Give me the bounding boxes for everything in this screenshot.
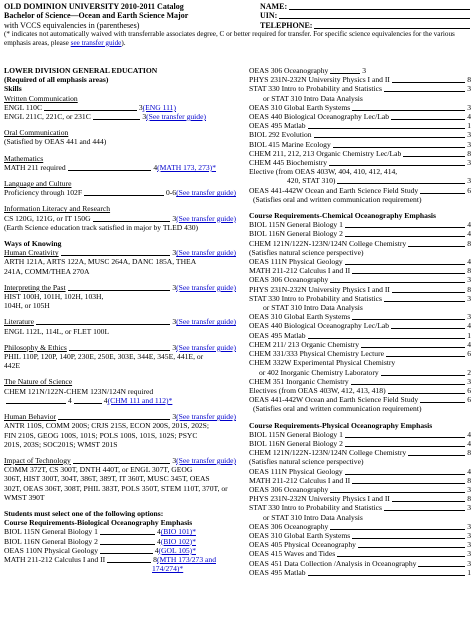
vccs-link[interactable]: (MATH 173, 273)* bbox=[157, 162, 216, 172]
course-list: 201S, 203S; SOC201S; WMST 201S bbox=[4, 439, 118, 449]
course-row: STAT 330 Intro to Probability and Statistics 3 bbox=[249, 503, 471, 513]
course-row: MATH 211 required 4 (MATH 173, 273)* bbox=[4, 162, 216, 172]
course-row: OEAS 306 Oceanography 3 bbox=[249, 484, 471, 494]
vccs-link[interactable]: (CHM 111 and 112)* bbox=[107, 395, 173, 405]
course-row: BIOL 116N General Biology 2 4 (BIO 102)* bbox=[4, 536, 196, 546]
course-row: ENGL 110C 3 (ENG 111) bbox=[4, 102, 176, 112]
course-row: OEAS 495 Matlab 1 bbox=[249, 567, 471, 577]
course-row: BIOL 115N General Biology 1 4 bbox=[249, 220, 471, 230]
course-row: CHEM 211, 212, 213 Organic Chemistry Lec/Lab 8 bbox=[249, 148, 471, 158]
course-row: 4 4 (CHM 111 and 112)* bbox=[4, 396, 236, 405]
phys-emphasis-title: Course Requirements-Physical Oceanography Emphasis bbox=[249, 420, 433, 430]
course-row: OEAS 441-442W Ocean and Earth Science Field Study 6 bbox=[249, 185, 471, 195]
course-row: OEAS 111N Physical Geology 4 bbox=[249, 466, 471, 476]
language-heading: Language and Culture bbox=[4, 179, 72, 189]
vccs-link[interactable]: (BIO 102)* bbox=[160, 536, 196, 546]
course-row: PHYS 231N-232N University Physics I and II 8 bbox=[249, 284, 471, 294]
transfer-guide-link[interactable]: (See transfer guide) bbox=[176, 342, 236, 352]
vccs-note: with VCCS equivalencies in (parentheses) bbox=[4, 20, 140, 30]
course-row: BIOL 116N General Biology 2 4 bbox=[249, 438, 471, 448]
course-note: (Satisfies oral and written communication requirement) bbox=[253, 404, 422, 414]
header-note: (* indicates not automatically waived with transferrable associates degree, C or better required for transfer. For specific science equivalencies for the various emphasis areas, please see transfer guide). bbox=[4, 29, 455, 47]
course-row: MATH 211-212 Calculus I and II 8 (MTH 173/273 and bbox=[4, 554, 216, 564]
transfer-guide-link[interactable]: (See transfer guide) bbox=[146, 112, 206, 122]
vccs-link[interactable]: (MTH 173/273 and bbox=[156, 554, 216, 564]
course-row: Human Behavior 3 (See transfer guide) bbox=[4, 412, 236, 422]
course-row: STAT 330 Intro to Probability and Statistics 3 bbox=[249, 293, 471, 303]
course-row: MATH 211-212 Calculus I and II 8 bbox=[249, 475, 471, 485]
uin-label: UIN: bbox=[260, 11, 278, 21]
uin-field[interactable] bbox=[279, 11, 470, 19]
transfer-guide-link[interactable]: (See transfer guide) bbox=[176, 282, 236, 292]
name-label: NAME: bbox=[260, 2, 288, 11]
course-row: BIOL 116N General Biology 2 4 bbox=[249, 229, 471, 239]
section-title: LOWER DIVISION GENERAL EDUCATION bbox=[4, 66, 158, 75]
course-row: ENGL 211C, 221C, or 231C 3 (See transfer guide) bbox=[4, 112, 206, 122]
course-list: WMST 390T bbox=[4, 492, 45, 502]
course-note: (Satisfies natural science perspective) bbox=[249, 247, 364, 257]
course-row: OEAS 405 Physical Oceanography 3 bbox=[249, 540, 471, 550]
math-heading: Mathematics bbox=[4, 153, 44, 163]
course-list: 104H, or 105H bbox=[4, 301, 50, 311]
name-field[interactable] bbox=[289, 2, 470, 10]
course-row: OEAS 110N Physical Geology 4 (GOL 105)* bbox=[4, 545, 196, 555]
course-list: PHIL 110P, 120P, 140P, 230E, 250E, 303E, 344E, 345E, 441E, or bbox=[4, 352, 204, 362]
vccs-link[interactable]: (GOL 105)* bbox=[158, 545, 196, 555]
section-subtitle: (Required of all emphasis areas) bbox=[4, 75, 109, 85]
course-row: CHEM 351 Inorganic Chemistry 3 bbox=[249, 376, 471, 386]
course-note: (Satisfies natural science perspective) bbox=[249, 457, 364, 467]
course-row: CHEM 211/ 213 Organic Chemistry 4 bbox=[249, 339, 471, 349]
course-row: STAT 330 Intro to Probability and Statistics 3 bbox=[249, 84, 471, 94]
course-note: CHEM 332W Experimental Physical Chemistry bbox=[249, 358, 396, 368]
course-row: Human Creativity 3 (See transfer guide) bbox=[4, 248, 236, 258]
course-row: Philosophy & Ethics 3 (See transfer guide) bbox=[4, 342, 236, 352]
oral-note: (Satisfied by OEAS 441 and 444) bbox=[4, 137, 107, 147]
course-row: OEAS 306 Oceanography 3 bbox=[249, 521, 471, 531]
course-row: BIOL 115N General Biology 1 4 bbox=[249, 429, 471, 439]
skills-heading: Skills bbox=[4, 84, 22, 94]
course-list: 306T, HIST 300T, 304T, 386T, 389T, IT 360T, MUSC 345T, OEAS bbox=[4, 474, 210, 484]
course-note: Elective (from OEAS 403W, 404, 410, 412, 414, bbox=[249, 167, 398, 177]
transfer-guide-link[interactable]: (See transfer guide) bbox=[176, 455, 236, 465]
transfer-guide-link[interactable]: (See transfer guide) bbox=[176, 248, 236, 258]
vccs-link[interactable]: (BIO 101)* bbox=[160, 527, 196, 537]
course-list: FIN 210S, GEOG 100S, 101S; POLS 100S, 101S, 102S; PSYC bbox=[4, 430, 198, 440]
course-row: OEAS 310 Global Earth Systems 3 bbox=[249, 312, 471, 322]
course-list: ANTR 110S, COMM 200S; CRJS 215S, ECON 200S, 201S, 202S; bbox=[4, 421, 210, 431]
course-row: CHEM 331/333 Physical Chemistry Lecture 6 bbox=[249, 349, 471, 359]
course-note: (Satisfies oral and written communication requirement) bbox=[253, 194, 422, 204]
course-list: CHEM 121N/122N-CHEM 123N/124N required bbox=[4, 386, 154, 396]
bio-emphasis-title: Course Requirements-Biological Oceanography Emphasis bbox=[4, 518, 193, 528]
course-row: PHYS 231N-232N University Physics I and II 8 bbox=[249, 75, 471, 85]
course-row: OEAS 111N Physical Geology 4 bbox=[249, 257, 471, 267]
chem-emphasis-title: Course Requirements-Chemical Oceanography Emphasis bbox=[249, 211, 436, 221]
course-row: OEAS 451 Data Collection /Analysis in Oceanography 3 bbox=[249, 558, 471, 568]
vccs-link[interactable]: (ENG 111) bbox=[142, 102, 176, 112]
course-list: ENGL 112L, 114L, or FLET 100L bbox=[4, 326, 110, 336]
oral-comm-heading: Oral Communication bbox=[4, 128, 69, 138]
left-column bbox=[4, 66, 236, 573]
course-list: COMM 372T, CS 300T, DNTH 440T, or ENGL 307T, GEOG bbox=[4, 465, 193, 475]
course-row: OEAS 415 Waves and Tides 3 bbox=[249, 549, 471, 559]
course-row: Impact of Technology 3 (See transfer guide) bbox=[4, 455, 236, 465]
transfer-guide-link[interactable]: (See transfer guide) bbox=[176, 412, 236, 422]
course-row: OEAS 306 Oceanography 3 bbox=[249, 275, 471, 285]
info-note: (Earth Science education track satisfied in major by TLED 430) bbox=[4, 222, 199, 232]
course-row: OEAS 440 Biological Oceanography Lec/Lab 4 bbox=[249, 112, 471, 122]
course-list: 241A, COMM/THEA 270A bbox=[4, 266, 90, 276]
course-row: CHEM 121N/122N-123N/124N College Chemistry 8 bbox=[249, 448, 471, 458]
nature-science-heading: The Nature of Science bbox=[4, 377, 73, 387]
course-row: CS 120G, 121G, or IT 150G 3 (See transfer guide) bbox=[4, 213, 236, 223]
telephone-label: TELEPHONE: bbox=[260, 20, 313, 30]
telephone-field[interactable] bbox=[314, 21, 470, 29]
right-column bbox=[249, 66, 471, 577]
transfer-guide-link[interactable]: (See transfer guide) bbox=[176, 213, 236, 223]
course-row: PHYS 231N-232N University Physics I and II 8 bbox=[249, 494, 471, 504]
transfer-guide-link[interactable]: (See transfer guide) bbox=[176, 188, 236, 198]
info-lit-heading: Information Literacy and Research bbox=[4, 204, 111, 214]
course-list: 442E bbox=[4, 361, 21, 371]
course-row: Interpreting the Past 3 (See transfer guide) bbox=[4, 282, 236, 292]
course-list: HIST 100H, 101H, 102H, 103H, bbox=[4, 292, 104, 302]
course-row: OEAS 441-442W Ocean and Earth Science Field Study 6 bbox=[249, 395, 471, 405]
transfer-guide-link[interactable]: see transfer guide bbox=[70, 38, 122, 47]
course-row: CHEM 445 Biochemistry 3 bbox=[249, 158, 471, 168]
course-note: or STAT 310 Intro Data Analysis bbox=[263, 512, 363, 522]
course-note: or STAT 310 Intro Data Analysis bbox=[263, 93, 363, 103]
course-list: 302T, OEAS 306T, 308T, PHIL 383T, POLS 350T, STEM 110T, 370T, or bbox=[4, 483, 228, 493]
course-row: Electives (from OEAS 403W, 412, 413, 418) 6 bbox=[249, 385, 471, 395]
course-row: Literature 3 (See transfer guide) bbox=[4, 317, 236, 327]
course-row: CHEM 121N/122N-123N/124N College Chemistry 8 bbox=[249, 238, 471, 248]
course-row: BIOL 415 Marine Ecology 3 bbox=[249, 139, 471, 149]
written-comm-heading: Written Communication bbox=[4, 93, 78, 103]
course-row: or 402 Inorganic Chemistry Laboratory 2 bbox=[259, 367, 471, 377]
ways-heading: Ways of Knowing bbox=[4, 239, 62, 249]
university-title: OLD DOMINION UNIVERSITY 2010-2011 Catalog bbox=[4, 2, 184, 11]
course-row: BIOL 292 Evolution 3 bbox=[249, 130, 471, 140]
course-row: 420, STAT 310) 3 bbox=[287, 176, 471, 186]
course-row: OEAS 495 Matlab 1 bbox=[249, 121, 471, 131]
vccs-link[interactable]: 174/274)* bbox=[152, 564, 184, 574]
course-row: OEAS 310 Global Earth Systems 3 bbox=[249, 530, 471, 540]
course-list: ARTH 121A, ARTS 122A, MUSC 264A, DANC 185A, THEA bbox=[4, 257, 197, 267]
course-row: Proficiency through 102F 0-6 (See transfer guide) bbox=[4, 188, 236, 198]
course-row: OEAS 495 Matlab 1 bbox=[249, 330, 471, 340]
document-header bbox=[4, 2, 470, 47]
course-note: or STAT 310 Intro Data Analysis bbox=[263, 303, 363, 313]
course-row: OEAS 306 Oceanography 3 bbox=[249, 66, 367, 75]
course-row: OEAS 440 Biological Oceanography Lec/Lab 4 bbox=[249, 321, 471, 331]
course-row: BIOL 115N General Biology 1 4 (BIO 101)* bbox=[4, 527, 196, 537]
degree-title: Bachelor of Science—Ocean and Earth Science Major bbox=[4, 11, 189, 21]
course-row: MATH 211-212 Calculus I and II 8 bbox=[249, 266, 471, 276]
course-row: OEAS 310 Global Earth Systems 3 bbox=[249, 102, 471, 112]
select-one-note: Students must select one of the following options: bbox=[4, 508, 164, 518]
transfer-guide-link[interactable]: (See transfer guide) bbox=[176, 317, 236, 327]
